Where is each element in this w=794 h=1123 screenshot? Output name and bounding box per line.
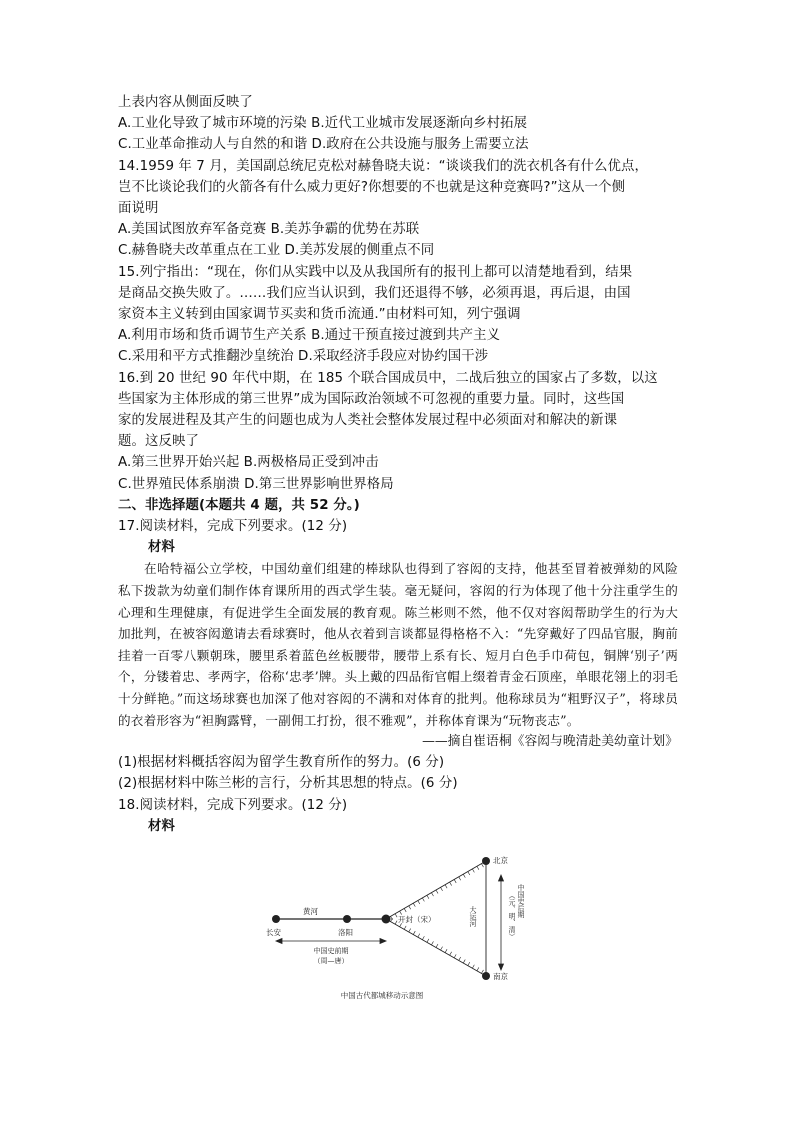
q14-stem-line: 14.1959 年 7 月，美国副总统尼克松对赫鲁晓夫说：“谈谈我们的洗衣机各有什么优点， — [118, 158, 648, 174]
q14-stem-line: 岂不比谈论我们的火箭各有什么威力更好?你想要的不也就是这种竞赛吗?”这从一个侧 — [118, 179, 626, 195]
hatch-mark — [422, 898, 424, 901]
hatch-mark — [409, 906, 411, 909]
hatch-mark — [472, 965, 474, 968]
hatch-mark — [395, 921, 397, 924]
city-dot-nanjing — [482, 972, 490, 980]
q17-material-text: 在哈特福公立学校，中国幼童们组建的棒球队也得到了容闳的支持，他甚至冒着被弹劾的风险私下拨款为幼童们制作体育课所用的西式学生装。毫无疑问，容闳的行为体现了他十分注重学生的心理和生理健康，有促进学生全面发展的教育观。陈兰彬则不然，他不仅对容闳帮助学生的行为大加批判，在被容闳邀请去看球赛时，他从衣着到言谈都显得格格不入：“先穿戴好了四品官服，胸前挂着一百零八颗朝珠，腰里系着蓝色丝板腰带，腰带上系有长、短月白色手巾荷包，铜牌‘别子’两个，分镂着忠、孝两字，俗称‘忠孝’牌。头上戴的四品衔官帽上缀着青金石顶座，单眼花翎上的羽毛十分鲜艳。”而这场球赛也加深了他对容闳的不满和对体育的批判。他称球员为“粗野汉子”，将球员的衣着形容为“袒胸露臂，一副佣工打扮，很不雅观”，并称体育课为“玩物丧志”。 — [118, 561, 678, 728]
q14-stem-line: 面说明 — [118, 201, 159, 217]
hatch-mark — [463, 874, 465, 877]
hatch-mark — [454, 954, 456, 957]
label-huanghe: 黄河 — [303, 907, 318, 916]
q15-stem-line: 家资本主义转到由国家调节买卖和货币流通.”由材料可知，列宁强调 — [118, 307, 521, 323]
hatch-mark — [409, 928, 411, 931]
q16-options-cd: C.世界殖民体系崩溃 D.第三世界影响世界格局 — [118, 476, 394, 492]
city-dot-beijing — [482, 857, 490, 865]
hatch-mark — [413, 931, 415, 934]
q15-options-cd: C.采用和平方式推翻沙皇统治 D.采取经济手段应对协约国干涉 — [118, 349, 489, 365]
hatch-mark — [413, 903, 415, 906]
q17-requirement-1: (1)根据材料概括容闳为留学生教育所作的努力。(6 分) — [118, 755, 445, 771]
city-dot-kaifeng — [382, 915, 391, 924]
q13-stem-tail: 上表内容从侧面反映了 — [118, 95, 253, 110]
q15-stem-line: 15.列宁指出：“现在，你们从实践中以及从我国所有的报刊上都可以清楚地看到，结果 — [118, 264, 633, 280]
hatch-mark — [459, 957, 461, 960]
hatch-mark — [418, 934, 420, 937]
hatch-mark — [450, 952, 452, 955]
q17-material-label: 材料 — [148, 540, 175, 556]
q13-options-cd: C.工业革命推动人与自然的和谐 D.政府在公共设施与服务上需要立法 — [118, 137, 529, 153]
hatch-mark — [445, 885, 447, 888]
hatch-mark — [431, 893, 433, 896]
hatch-mark — [436, 890, 438, 893]
q17-source: ——摘自崔语桐《容闳与晚清赴美幼童计划》 — [422, 734, 678, 750]
q17-requirement-2: (2)根据材料中陈兰彬的言行，分析其思想的特点。(6 分) — [118, 776, 458, 792]
hatch-mark — [441, 887, 443, 890]
hatch-mark — [404, 908, 406, 911]
q14-options-cd: C.赫鲁晓夫改革重点在工业 D.美苏发展的侧重点不同 — [118, 243, 435, 259]
hatch-mark — [427, 895, 429, 898]
city-dot-luoyang — [343, 915, 351, 923]
hatch-mark — [431, 941, 433, 944]
label-beijing: 北京 — [493, 856, 508, 865]
capital-migration-diagram — [262, 846, 532, 1006]
q16-stem-line: 些国家为主体形成的第三世界”成为国际政治领域不可忽视的重要力量。同时，这些国 — [118, 391, 625, 407]
hatch-mark — [472, 869, 474, 872]
hatch-mark — [450, 882, 452, 885]
late-period-arrow — [499, 875, 504, 970]
hatch-mark — [463, 960, 465, 963]
q15-options-ab: A.利用市场和货币调节生产关系 B.通过干预直接过渡到共产主义 — [118, 328, 501, 344]
label-grand-canal: 大运河 — [469, 906, 477, 927]
hatch-mark — [436, 944, 438, 947]
city-dot-changan — [272, 915, 280, 923]
hatch-mark — [445, 949, 447, 952]
q17-stem: 17.阅读材料，完成下列要求。(12 分) — [118, 519, 348, 535]
hatch-mark — [459, 877, 461, 880]
exam-page — [118, 92, 678, 837]
hatch-mark — [477, 967, 479, 970]
hatch-mark — [477, 866, 479, 869]
hatch-mark — [422, 936, 424, 939]
label-late-period: 中国史后期 — [516, 884, 524, 918]
early-period-arrow — [276, 939, 386, 944]
q14-options-ab: A.美国试图放弃军备竞赛 B.美苏争霸的优势在苏联 — [118, 222, 420, 238]
hatch-mark — [454, 879, 456, 882]
q15-stem-line: 是商品交换失败了。……我们应当认识到，我们还退得不够，必须再退，再后退，由国 — [118, 285, 631, 301]
hatch-mark — [404, 926, 406, 929]
hatch-mark — [468, 962, 470, 965]
hatch-mark — [418, 901, 420, 904]
section-heading: 二、非选择题(本题共 4 题，共 52 分。) — [118, 497, 360, 513]
q18-stem: 18.阅读材料，完成下列要求。(12 分) — [118, 797, 348, 813]
label-early-period: 中国史前期 — [313, 947, 349, 955]
q16-stem-line: 16.到 20 世纪 90 年代中期，在 185 个联合国成员中，二战后独立的国家占了多数，以这 — [118, 370, 658, 386]
label-changan: 长安 — [266, 928, 281, 937]
hatch-mark — [395, 914, 397, 917]
hatch-mark — [468, 872, 470, 875]
q16-options-ab: A.第三世界开始兴起 B.两极格局正受到冲击 — [118, 455, 379, 471]
label-early-dynasties: （周—唐） — [313, 957, 349, 965]
q13-options-ab: A.工业化导致了城市环境的污染 B.近代工业城市发展逐渐向乡村拓展 — [118, 116, 528, 132]
q16-stem-line: 题。这反映了 — [118, 434, 199, 450]
diagram-caption: 中国古代都城移动示意图 — [340, 991, 424, 1000]
hatch-mark — [427, 939, 429, 942]
label-late-dynasties: （元、明、清） — [507, 892, 515, 940]
label-nanjing: 南京 — [493, 972, 508, 981]
hatch-mark — [481, 970, 483, 973]
q18-material-label: 材料 — [148, 818, 175, 834]
label-kaifeng: 开封（宋） — [398, 915, 436, 924]
hatch-mark — [481, 864, 483, 867]
q16-stem-line: 家的发展进程及其产生的问题也成为人类社会整体发展过程中必须面对和解决的新课 — [118, 413, 618, 429]
label-luoyang: 洛阳 — [338, 928, 353, 937]
hatch-mark — [441, 947, 443, 950]
